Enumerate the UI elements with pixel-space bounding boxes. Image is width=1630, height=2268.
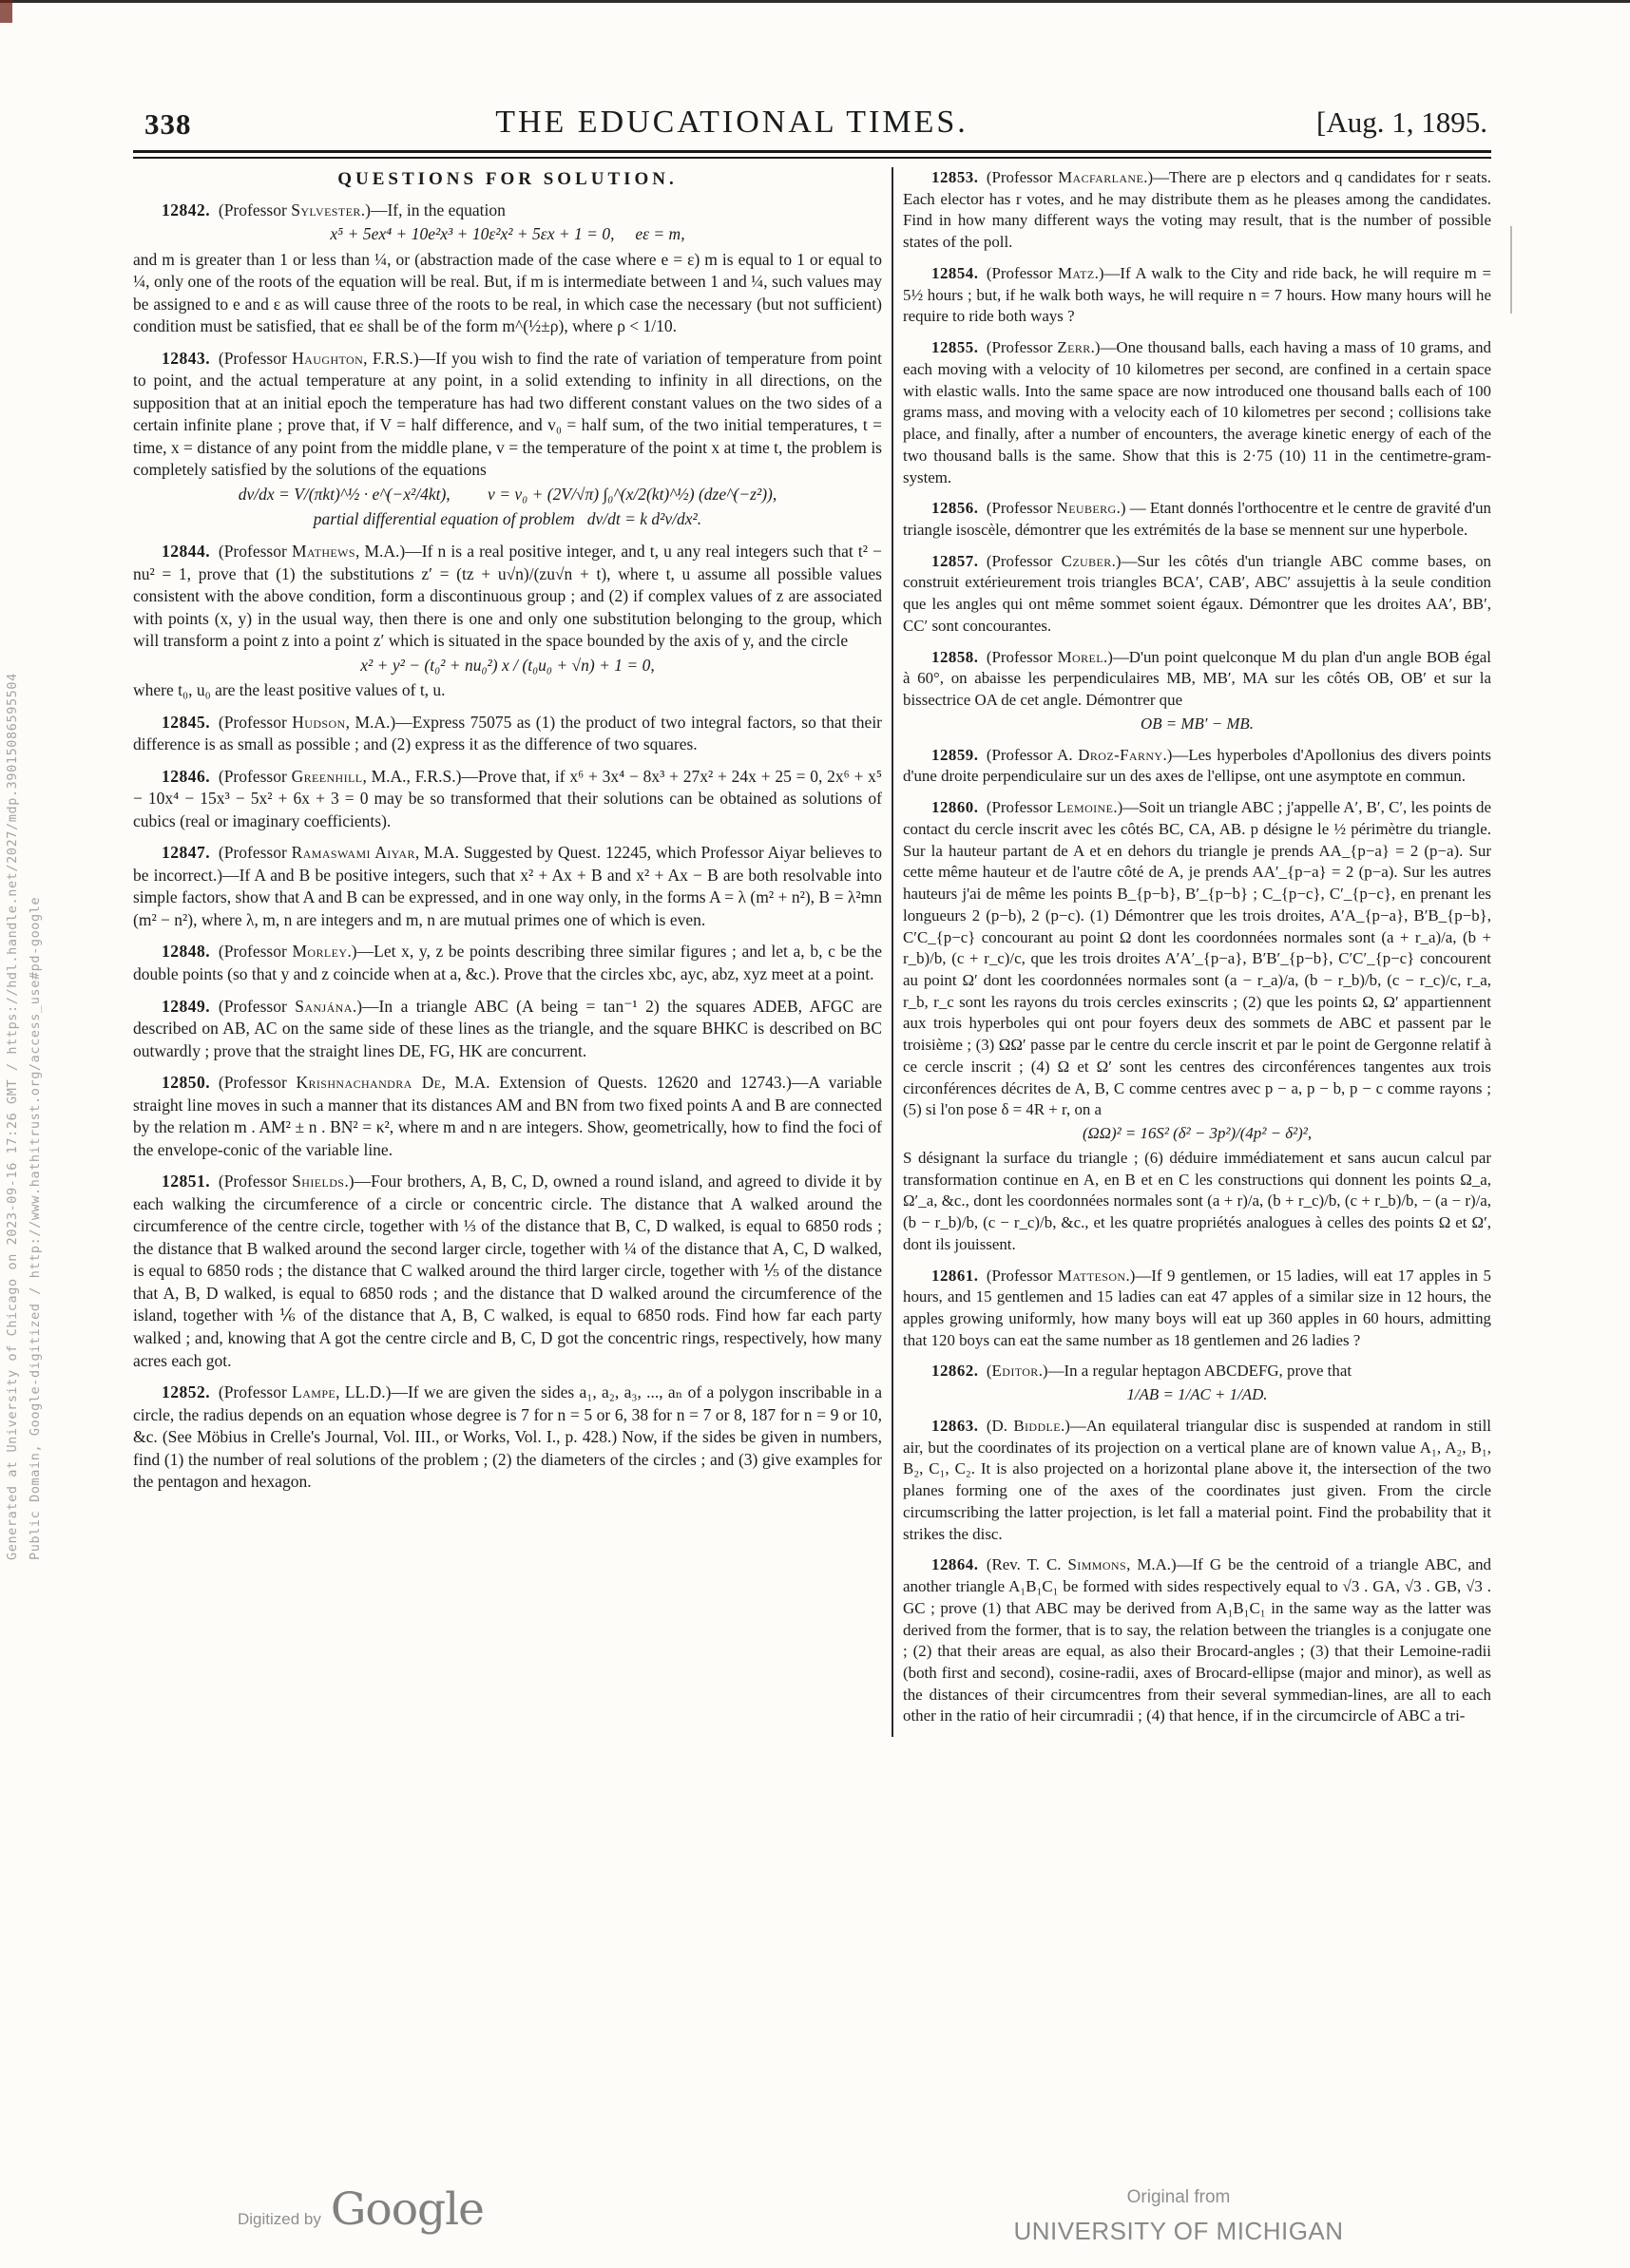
problem-author-suffix: .): [347, 942, 357, 962]
problem-author-prefix: (Professor: [218, 1382, 293, 1402]
hathitrust-watermark-line2: Public Domain, Google-digitized / http://www.hathitrust.org/access_use#pd-google: [28, 896, 43, 1560]
digitized-by-label: Digitized by: [238, 2210, 321, 2228]
problem-12854: [903, 263, 1491, 328]
problem-author-suffix: .): [1162, 745, 1173, 764]
original-from-watermark: [998, 2185, 1359, 2248]
problem-author-suffix: .): [1094, 263, 1104, 282]
problem-author: Sanjána: [295, 996, 353, 1016]
problem-author-suffix: .): [1113, 798, 1123, 817]
left-column: [133, 167, 882, 1737]
digitized-by-watermark: [238, 2180, 484, 2239]
problem-number: 12849.: [162, 996, 211, 1016]
problem-body: S désignant la surface du triangle ; (6) déduire immédiatement et sans aucun calcul par transformation continue en A, en B et en C les constructions qui donnent les points Ω_a, Ω′_a, &c., dont les coordonnées normales sont (a + r)/a, (b + r_c)/b, (c + r_b)/b, − (a − r)/a, (b − r_b)/b, (c − r_c)/b, &c., et les quatre propriétés analogues à celles des points Ω et Ω′, dont ils jouissent.: [903, 1148, 1491, 1253]
right-column-problems: [903, 167, 1491, 1727]
problem-12862: [903, 1361, 1491, 1405]
problem-12842: [133, 200, 882, 338]
problem-body: —In a triangle ABC (A being = tan⁻¹ 2) the squares ADEB, AFGC are described on AB, AC on the same side of these lines as the triangle, and the square BHKC is described on BC outwardly ; prove that the straight lines DE, FG, HK are concurrent.: [133, 996, 882, 1060]
problem-author-suffix: , M.A.): [345, 712, 396, 732]
problem-body: —If n is a real positive integer, and t, u any real integers such that t² − nu² = 1, prove that (1) the substitutions z′ = (tz + u√n)/(zu√n + t), where t, u assume all possible values consistent with the above condition, form a discontinuous group ; and (2) if complex values of z are associated with points (x, y) in the usual way, then there is one and only one substitution belonging to the group, which will transform a point z into a point z′ which is situated in the space bounded by the axis of y, and the circle: [133, 541, 882, 651]
problem-author: Droz-Farny: [1078, 745, 1163, 764]
problem-text: [903, 797, 1491, 1121]
google-logo: Google: [330, 2183, 484, 2236]
problem-number: 12847.: [162, 843, 211, 863]
problem-author-prefix: (Professor: [218, 541, 292, 561]
problem-author: Greenhill: [291, 766, 363, 786]
problem-author-prefix: (Professor: [218, 1073, 297, 1093]
left-column-problems: [133, 200, 882, 1494]
problem-author: Editor: [991, 1362, 1039, 1381]
problem-author-suffix: .): [1143, 168, 1154, 186]
problem-text: [133, 679, 882, 702]
problem-author-suffix: , LL.D.): [336, 1382, 392, 1402]
problem-12852: [133, 1382, 882, 1494]
right-column: [903, 167, 1491, 1737]
problem-body: —If G be the centroid of a triangle ABC, and another triangle A₁B₁C₁ be formed with sides respectively equal to √3 . GA, √3 . GB, √3 . GC ; prove (1) that ABC may be derived from A₁B₁C₁ in the same way as the latter was derived from the former, that is to say, the relation between the triangles is a conjugate one ; (2) that their areas are equal, as also their Brocard-angles ; (3) that their Lemoine-radii (both first and second), cosine-radii, axes of Brocard-ellipse (major and minor), as well as the distances of their circumcentres from their several symmedian-lines, are all to each other in the ratio of heir circumradii ; (4) that hence, if in the circumcircle of ABC a tri-: [903, 1555, 1491, 1725]
problem-text: [903, 1361, 1491, 1382]
problem-text: [133, 1382, 882, 1494]
problem-author-suffix: , F.R.S.): [363, 348, 419, 368]
problem-author-prefix: (Professor: [986, 338, 1058, 357]
problem-number: 12852.: [162, 1382, 211, 1402]
problem-author-suffix: .): [352, 996, 363, 1016]
problem-body: —Les hyperboles d'Apollonius des divers points d'une droite perpendiculaire sur un des axes de l'ellipse, ont une asymptote en commun.: [903, 745, 1491, 786]
problem-12851: [133, 1171, 882, 1372]
scan-corner-artifact: [0, 0, 12, 23]
problem-12850: [133, 1072, 882, 1161]
problem-body: —Express 75075 as (1) the product of two integral factors, so that their difference is as small as possible ; and (2) express it as the difference of two squares.: [133, 712, 883, 754]
problem-number: 12859.: [931, 745, 979, 764]
scan-top-edge: [0, 0, 1630, 3]
problem-body: —D'un point quelconque M du plan d'un angle BOB égal à 60°, on abaisse les perpendiculaires MB, MB′, MA sur les côtés OB, OB′ et sur la bissectrice OA de cet angle. Démontrer que: [903, 647, 1491, 710]
problem-text: [133, 200, 882, 222]
problem-body: —If A and B be positive integers, such that x² + Ax + B and x² + Ax − B are both resolvable into simple factors, show that A and B can be expressed, and in one way only, in the forms A = λ (m² + n²), B = λ²mn (m² − n²), where λ, m, n are integers and m, n are mutual primes one of which is even.: [133, 865, 882, 929]
column-divider: [892, 167, 893, 1737]
problem-author-prefix: (Professor: [218, 200, 292, 219]
problem-12857: [903, 551, 1491, 638]
problem-author: Matz: [1058, 263, 1095, 282]
problem-author-prefix: (Professor: [218, 348, 293, 368]
problem-body: —Four brothers, A, B, C, D, owned a round island, and agreed to divide it by each walking the circumference of a circle or concentric circle. The distance that A walked around the circumference of the centre circle, together with ⅓ of the distance that B, C, D walked, is equal to 6850 rods ; the distance that B walked around the second larger circle, together with ¼ of the distance that A, C, D walked, is equal to 6850 rods ; the distance that C walked around the third larger circle, together with ⅕ of the distance that A, B, D walked, is equal to 6850 rods ; and the distance that D walked around the circumference of the island, together with ⅙ of the distance that A, B, C walked, is equal to 6850 rods. Find how far each party walked ; and, knowing that A got the centre circle and B, C, D got the concentric rings, respectively, how many acres each got.: [133, 1172, 882, 1370]
problem-number: 12864.: [931, 1555, 979, 1574]
problem-author-suffix: .): [1038, 1362, 1048, 1381]
problem-text: [903, 263, 1491, 328]
problem-author-suffix: , M.A., F.R.S.): [362, 766, 462, 786]
problem-number: 12857.: [931, 551, 979, 570]
problem-number: 12851.: [162, 1172, 211, 1191]
hathitrust-watermark-line1: Generated at University of Chicago on 2023-09-16 17:26 GMT / https://hdl.handle.net/2027/mdp.39015086595504: [5, 673, 20, 1560]
problem-author-suffix: .): [1090, 338, 1101, 357]
problem-12846: [133, 766, 882, 833]
problem-body: —If A walk to the City and ride back, he will require m = 5½ hours ; but, if he walk both ways, he will require n = 7 hours. How many hours will he require to ride both ways ?: [903, 263, 1491, 326]
problem-author: Zerr: [1057, 338, 1091, 357]
problem-text: [133, 1171, 882, 1372]
issue-date: [Aug. 1, 1895.: [1316, 105, 1487, 139]
equation: partial differential equation of problem dv/dt = k d²v/dx².: [313, 509, 702, 529]
problem-text: [133, 941, 882, 985]
problem-author-prefix: (Professor: [986, 263, 1059, 282]
problem-body: —An equilateral triangular disc is suspended at random in still air, but the coordinates of its projection on a vertical plane are of known value A₁, A₂, B₁, B₂, C₁, C₂. It is also projected on a horizontal plane above it, the intersection of the two planes forming one of the axes of the coordinates just given. From the circle circumscribing the latter projection, is let fall a material point. Find the probability that it strikes the disc.: [903, 1416, 1491, 1543]
original-from-label: Original from: [1126, 2187, 1231, 2207]
problem-12844: [133, 541, 882, 702]
problem-body: —There are p electors and q candidates for r seats. Each elector has r votes, and he may distribute them as he pleases among the candidates. Find in how many different ways the voting may result, that is the number of possible states of the poll.: [903, 168, 1491, 252]
problem-body: —If, in the equation: [370, 200, 506, 219]
problem-author-prefix: (Professor: [218, 712, 293, 732]
problem-body: where t₀, u₀ are the least positive values of t, u.: [133, 680, 446, 700]
problem-text: [133, 1072, 882, 1161]
problem-12848: [133, 941, 882, 985]
problem-author-prefix: (Professor: [986, 168, 1059, 186]
problem-author: Czuber: [1061, 551, 1112, 570]
problem-author-suffix: .): [1103, 647, 1113, 666]
problem-author: Simmons: [1067, 1555, 1127, 1574]
journal-title: THE EDUCATIONAL TIMES.: [495, 105, 968, 140]
problem-body: —In a regular heptagon ABCDEFG, prove that: [1047, 1362, 1352, 1381]
problem-body: —If you wish to find the rate of variation of temperature from point to point, and the actual temperature at any point, in a solid extending to infinity in all directions, on the supposition that at an initial epoch the temperature has had two different constant values on the two sides of a certain infinite plane ; prove that, if V = half difference, and v₀ = half sum, of the two initial temperatures, t = time, x = distance of any point from the middle plane, v = the temperature of the point x at time t, the problem is completely satisfied by the solutions of the equations: [133, 348, 882, 480]
problem-body: —One thousand balls, each having a mass of 10 grams, and each moving with a velocity of 10 kilometres per second, are confined in a certain space with elastic walls. Into the same space are now introduced one thousand balls each of 100 grams mass, and moving with a velocity each of 10 kilometres per second ; collisions take place, and finally, after a number of encounters, the average kinetic energy of each of the two thousand balls is the same. Show that this is 2·75 (10) 11 in the centimetre-gram-system.: [903, 338, 1492, 486]
problem-text: [903, 1554, 1491, 1727]
problem-12858: [903, 647, 1491, 735]
problem-text: [903, 745, 1491, 788]
problem-number: 12855.: [931, 338, 979, 357]
problem-text: [903, 498, 1491, 541]
problem-number: 12854.: [931, 263, 979, 282]
problem-body: —Let x, y, z be points describing three similar figures ; and let a, b, c be the double points (so that y and z coincide when at a, &c.). Prove that the circles xbc, ayc, abz, xyz meet at a point.: [133, 942, 883, 984]
scan-edge-artifact: [1510, 226, 1512, 314]
problem-12864: [903, 1554, 1491, 1727]
problem-body: —Soit un triangle ABC ; j'appelle A′, B′, C′, les points de contact du cercle inscrit avec les côtés BC, CA, AB. p désigne le ½ périmètre du triangle. Sur la hauteur partant de A et en dehors du triangle je prends AA_{p−a} = 2 (p−a). Sur cette même hauteur et de l'autre côté de A, je prends AA′_{p−a} = 2 (p−a). Sur les autres hauteurs j'ai de même les points B_{p−b}, B′_{p−b} ; C_{p−c}, C′_{p−c}, en prenant les longueurs 2 (p−b), 2 (p−c). (1) Démontrer que les trois droites, A′A_{p−a}, B′B_{p−b}, C′C_{p−c} concourant au point Ω dont les coordonnées normales sont (a + r_a)/a, (b + r_b)/b, (c + r_c)/c, que les trois droites A′A′_{p−a}, B′B′_{p−b}, C′C′_{p−c} concourent au point Ω′ dont les coordonnées normales sont (a − r_a)/a, (b − r_b)/b, (c − r_c)/c, r_a, r_b, r_c sont les rayons du trois cercles exinscrits ; (2) que les points Ω, Ω′ appartiennent aux trois hyperboles qui ont pour foyers deux des sommets de ABC et passent par le troisième ; (3) ΩΩ′ passe par le centre du cercle inscrit et par le point de Gergonne relatif à ce cercle inscrit ; (4) Ω et Ω′ sont les centres des circonférences tangentes aux trois circonférences décrites de A, B, C comme centres avec p − a, p − b, p − c comme rayons ; (5) si l'on pose δ = 4R + r, on a: [903, 798, 1491, 1119]
problem-number: 12844.: [162, 541, 211, 561]
problem-text: [903, 1266, 1491, 1352]
problem-author-suffix: , M.A. Extension of Quests. 12620 and 12743.): [441, 1073, 792, 1093]
problem-body: —Sur les côtés d'un triangle ABC comme bases, on construit extérieurement trois triangles BCA′, CAB′, ABC′ assujettis à la seule condition que les angles qui ont même sommet soient égaux. Démontrer que les droites AA′, BB′, CC′ sont concourantes.: [903, 551, 1492, 635]
problem-text: [133, 712, 882, 756]
problem-author-suffix: .): [360, 200, 371, 219]
problem-author-prefix: (Professor: [986, 1266, 1058, 1285]
problem-author: Haughton: [292, 348, 364, 368]
problem-text: [133, 996, 882, 1063]
problem-text: [903, 167, 1491, 254]
problem-author: Mathews: [291, 541, 355, 561]
section-heading: QUESTIONS FOR SOLUTION.: [337, 169, 678, 189]
problem-author: Lemoine: [1056, 798, 1114, 817]
university-name: UNIVERSITY OF MICHIGAN: [1013, 2216, 1344, 2245]
problem-author-prefix: (Rev. T. C.: [986, 1555, 1068, 1574]
problem-text: [903, 1148, 1491, 1256]
problem-author-prefix: (Professor: [986, 798, 1057, 817]
equation: (ΩΩ)² = 16S² (δ² − 3p²)/(4p² − δ²)²,: [1082, 1124, 1313, 1143]
problem-author: Morel: [1057, 647, 1103, 666]
problem-body: — Etant donnés l'orthocentre et le centre de gravité d'un triangle isoscèle, démontrer que les extrémités de la base se mennent sur une hyperbole.: [903, 499, 1492, 540]
problem-number: 12850.: [162, 1073, 211, 1093]
problem-author-suffix: .): [1111, 551, 1122, 570]
problem-number: 12856.: [931, 499, 979, 518]
equation: OB = MB′ − MB.: [1141, 714, 1254, 733]
problem-number: 12863.: [931, 1416, 979, 1435]
problem-12860: [903, 797, 1491, 1255]
problem-text: [133, 766, 882, 833]
problem-author: Matteson: [1057, 1266, 1126, 1285]
problem-number: 12846.: [162, 766, 211, 786]
problem-12843: [133, 348, 882, 531]
problem-number: 12842.: [162, 200, 211, 219]
problem-number: 12845.: [162, 712, 211, 732]
problem-body: —If we are given the sides a₁, a₂, a₃, ..., aₙ of a polygon inscribable in a circle, the radius depends on an equation whose degree is 7 for n = 5 or 6, 38 for n = 7 or 8, 187 for n = 9 or 10, &c. (See Möbius in Crelle's Journal, Vol. III., or Works, Vol. I., p. 428.) Now, if the sides be given in numbers, find (1) the number of real solutions of the problem ; (2) the diameters of the circles ; and (3) give examples for the pentagon and hexagon.: [133, 1382, 882, 1492]
problem-author: Hudson: [292, 712, 346, 732]
problem-body: —If 9 gentlemen, or 15 ladies, will eat 17 apples in 5 hours, and 15 gentlemen and 15 ladies can eat 47 apples of a similar size in 12 hours, the apples growing uniformly, how many boys will eat up 360 apples in 60 hours, admitting that 120 boys can eat the same number as 18 gentlemen and 26 ladies ?: [903, 1266, 1492, 1349]
problem-number: 12858.: [931, 647, 979, 666]
problem-author-suffix: .): [1125, 1266, 1136, 1285]
problem-text: [133, 541, 882, 653]
problem-12856: [903, 498, 1491, 541]
problem-number: 12848.: [162, 942, 211, 962]
problem-number: 12843.: [162, 348, 211, 368]
problem-author-prefix: (Professor: [986, 551, 1062, 570]
problem-12855: [903, 337, 1491, 488]
problem-author-prefix: (: [986, 1362, 992, 1381]
problem-body: —Prove that, if x⁶ + 3x⁴ − 8x³ + 27x² + 24x + 25 = 0, 2x⁶ + x⁵ − 10x⁴ − 15x³ − 5x² + 6x + 3 = 0 may be so transformed that their solutions can be obtained as solutions of cubics (real or imaginary coefficients).: [133, 766, 882, 830]
problem-text: [133, 842, 882, 931]
problem-body: and m is greater than 1 or less than ¼, or (abstraction made of the case where e = ε) m is equal to 1 or equal to ¼, only one of the roots of the equation will be real. But, if m is intermediate between 1 and ¼, such values may be assigned to e and ε as will cause three of the roots to be real, in which case the necessary (but not sufficient) condition must be satisfied, that eε shall be of the form m^(½±ρ), where ρ < 1/10.: [133, 249, 882, 336]
problem-12849: [133, 996, 882, 1063]
problem-author: Neuberg: [1056, 499, 1117, 518]
problem-12859: [903, 745, 1491, 788]
equation: dv/dx = V/(πkt)^½ · e^(−x²/4kt), v = v₀ + (2V/√π) ∫₀^(x/2(kt)^½) (dze^(−z²)),: [238, 484, 777, 504]
problem-12861: [903, 1266, 1491, 1352]
problem-author: Biddle: [1013, 1416, 1062, 1435]
problem-number: 12862.: [931, 1362, 979, 1381]
problem-author: Lampe: [292, 1382, 336, 1402]
problem-text: [903, 647, 1491, 712]
header-double-rule: [133, 150, 1491, 159]
problem-text: [903, 1416, 1491, 1545]
equation: 1/AB = 1/AC + 1/AD.: [1126, 1385, 1268, 1404]
problem-12863: [903, 1416, 1491, 1545]
page-number: 338: [144, 107, 192, 141]
problem-author-prefix: (Professor: [986, 647, 1058, 666]
two-column-layout: [133, 167, 1491, 1737]
problem-author: Macfarlane: [1058, 168, 1144, 186]
problem-author-suffix: , M.A.): [1126, 1555, 1177, 1574]
problem-12845: [133, 712, 882, 756]
problem-author-prefix: (Professor: [218, 996, 296, 1016]
equation: x⁵ + 5ex⁴ + 10e²x³ + 10ε²x² + 5εx + 1 = 0, eε = m,: [330, 224, 685, 244]
problem-author: Sylvester: [291, 200, 361, 219]
problem-text: [903, 337, 1491, 488]
problem-author: Morley: [292, 942, 348, 962]
problem-author-suffix: , M.A.): [355, 541, 406, 561]
problem-author-prefix: (D.: [986, 1416, 1014, 1435]
problem-number: 12861.: [931, 1266, 979, 1285]
problem-author-suffix: .): [1061, 1416, 1070, 1435]
problem-author: Shields: [292, 1172, 345, 1191]
problem-author-suffix: , M.A. Suggested by Quest. 12245, which Professor Aiyar believes to be incorrect.): [133, 843, 882, 885]
problem-12853: [903, 167, 1491, 254]
problem-author: Ramaswami Aiyar: [291, 843, 415, 863]
problem-author-prefix: (Professor: [218, 843, 292, 863]
problem-12847: [133, 842, 882, 931]
problem-author-suffix: .): [1116, 499, 1126, 518]
problem-author-prefix: (Professor: [218, 1172, 293, 1191]
problem-text: [903, 551, 1491, 638]
problem-body: —A variable straight line moves in such a manner that its distances AM and BN from two fixed points A and B are connected by the relation m . AM² ± n . BN² = κ², where m and n are integers. Show, geometrically, how to find the foci of the envelope-conic of the variable line.: [133, 1073, 883, 1159]
problem-author-prefix: (Professor: [218, 942, 293, 962]
problem-text: [133, 249, 882, 338]
problem-author-prefix: (Professor: [218, 766, 292, 786]
problem-number: 12853.: [931, 168, 979, 186]
problem-text: [133, 348, 882, 482]
problem-number: 12860.: [931, 798, 979, 817]
problem-author: Krishnachandra De: [296, 1073, 442, 1093]
equation: x² + y² − (t₀² + nu₀²) x / (t₀u₀ + √n) + 1 = 0,: [360, 655, 655, 675]
problem-author-prefix: (Professor: [986, 499, 1057, 518]
problem-author-suffix: .): [344, 1172, 355, 1191]
problem-author-prefix: (Professor A.: [986, 745, 1079, 764]
